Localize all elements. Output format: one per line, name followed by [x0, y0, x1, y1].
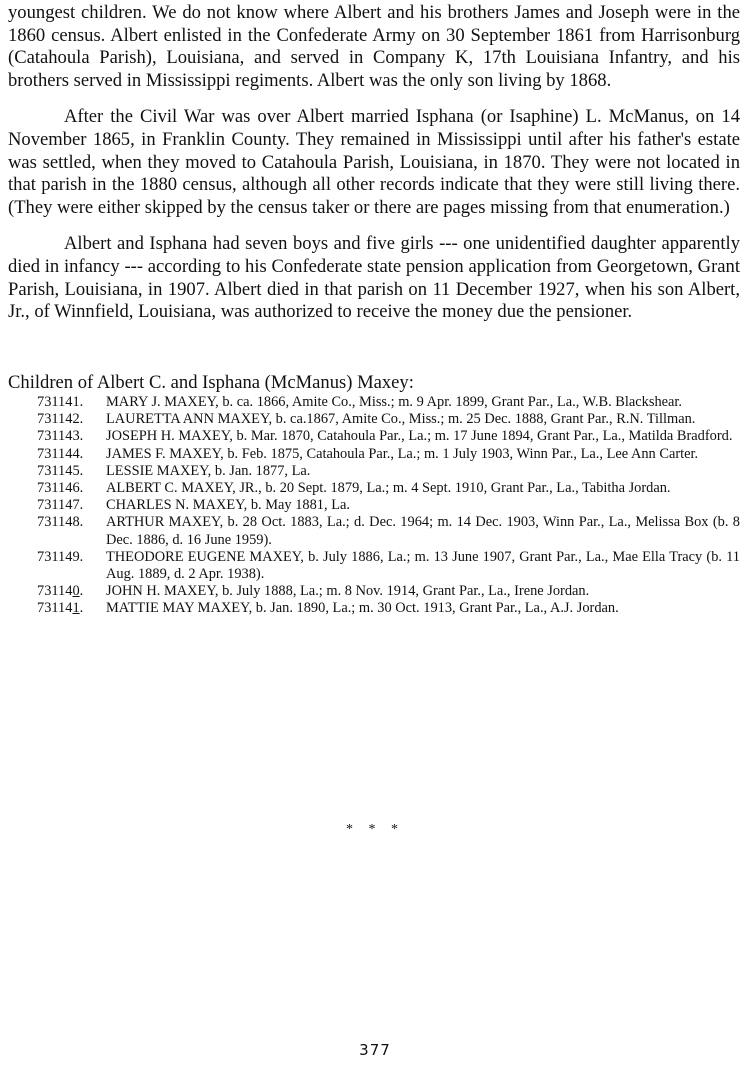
child-number-base: 73114: [37, 445, 73, 462]
child-number: [8, 480, 106, 497]
child-number-dot: .: [79, 394, 84, 410]
child-number-dot: .: [79, 445, 84, 462]
child-text: LESSIE MAXEY, b. Jan. 1877, La.: [106, 462, 311, 479]
child-number-dot: .: [79, 548, 84, 565]
child-number-tail: 0: [72, 583, 80, 600]
child-text: JOHN H. MAXEY, b. July 1888, La.; m. 8 Nov. 1914, Grant Par., La., Irene Jordan.: [106, 583, 590, 600]
child-text: MARY J. MAXEY, b. ca. 1866, Amite Co., Miss.; m. 9 Apr. 1899, Grant Par., La., W.B. Blackshear.: [106, 394, 683, 410]
child-number-dot: .: [79, 583, 84, 600]
child-number-dot: .: [79, 480, 84, 497]
child-text: LAURETTA ANN MAXEY, b. ca.1867, Amite Co., Miss.; m. 25 Dec. 1888, Grant Par., R.N. Tillman.: [106, 411, 696, 428]
child-number-base: 73114: [37, 428, 73, 445]
child-number-dot: .: [79, 428, 84, 445]
child-number-tail: 2: [72, 411, 80, 428]
child-entry: [8, 480, 740, 497]
paragraph-1: youngest children. We do not know where Albert and his brothers James and Joseph were in the 1860 census. Albert enlisted in the Confederate Army on 30 September 1861 from Harrisonburg (Catahoula Parish), Louisiana, and served in Company K, 17th Louisiana Infantry, and his brothers served in Mississippi regiments. Albert was the only son living by 1868.: [8, 2, 740, 91]
children-list: [8, 394, 740, 618]
child-number-tail: 1: [72, 394, 80, 410]
child-entry: [8, 411, 740, 428]
paragraph-3: Albert and Isphana had seven boys and five girls --- one unidentified daughter apparently died in infancy --- according to his Confederate state pension application from Georgetown, Grant Parish, Louisiana, in 1907. Albert died in that parish on 11 December 1927, when his son Albert, Jr., of Winnfield, Louisiana, was authorized to receive the money due the pensioner.: [8, 233, 740, 323]
child-text: CHARLES N. MAXEY, b. May 1881, La.: [106, 497, 350, 514]
child-text: ARTHUR MAXEY, b. 28 Oct. 1883, La.; d. Dec. 1964; m. 14 Dec. 1903, Winn Par., La., Melissa Box (b. 8 Dec. 1886, d. 16 June 1959).: [106, 514, 740, 548]
child-number-tail: 4: [72, 445, 80, 462]
section-separator: * * *: [346, 822, 404, 837]
child-number-base: 73114: [37, 411, 73, 428]
child-entry: [8, 428, 740, 445]
child-number-dot: .: [79, 600, 84, 617]
child-number-dot: .: [79, 514, 84, 531]
child-number-tail: 3: [72, 428, 80, 445]
child-text: JAMES F. MAXEY, b. Feb. 1875, Catahoula Par., La.; m. 1 July 1903, Winn Par., La., Lee Ann Carter.: [106, 445, 699, 462]
child-entry: [8, 600, 740, 617]
child-number: [8, 583, 106, 600]
body-text: [8, 2, 740, 338]
child-number-base: 73114: [37, 548, 73, 565]
child-text: THEODORE EUGENE MAXEY, b. July 1886, La.; m. 13 June 1907, Grant Par., La., Mae Ella Tracy (b. 11 Aug. 1889, d. 2 Apr. 1938).: [106, 548, 740, 583]
child-entry: [8, 463, 740, 480]
child-text: JOSEPH H. MAXEY, b. Mar. 1870, Catahoula Par., La.; m. 17 June 1894, Grant Par., La., Matilda Bradford.: [106, 428, 733, 445]
child-entry: [8, 394, 740, 411]
child-text: ALBERT C. MAXEY, JR., b. 20 Sept. 1879, La.; m. 4 Sept. 1910, Grant Par., La., Tabitha Jordan.: [106, 480, 671, 497]
children-heading: Children of Albert C. and Isphana (McManus) Maxey:: [8, 372, 414, 393]
child-number-base: 73114: [37, 394, 73, 410]
child-number: [8, 600, 106, 617]
child-text: MATTIE MAY MAXEY, b. Jan. 1890, La.; m. 30 Oct. 1913, Grant Par., La., A.J. Jordan.: [106, 600, 619, 617]
child-number: [8, 497, 106, 514]
child-number-tail: 9: [72, 548, 80, 565]
child-number-base: 73114: [37, 497, 73, 514]
child-number-dot: .: [79, 411, 84, 428]
child-entry: [8, 549, 740, 583]
child-number: [8, 428, 106, 445]
child-number-base: 73114: [37, 600, 73, 617]
child-number: [8, 463, 106, 480]
child-number: [8, 549, 106, 583]
paragraph-2: After the Civil War was over Albert married Isphana (or Isaphine) L. McManus, on 14 November 1865, in Franklin County. They remained in Mississippi until after his father's estate was settled, when they moved to Catahoula Parish, Louisiana, in 1870. They were not located in that parish in the 1880 census, although all other records indicate that they were still living there. (They were either skipped by the census taker or there are pages missing from that enumeration.): [8, 106, 740, 218]
child-number-dot: .: [79, 462, 84, 479]
child-number-tail: 8: [72, 514, 80, 531]
child-number-base: 73114: [37, 583, 73, 600]
child-number-base: 73114: [37, 480, 73, 497]
child-number-tail: 6: [72, 480, 80, 497]
child-number: [8, 394, 106, 411]
child-entry: [8, 583, 740, 600]
page-number: 377: [359, 1041, 391, 1059]
child-entry: [8, 446, 740, 463]
child-number: [8, 514, 106, 548]
child-number-tail: 7: [72, 497, 80, 514]
child-number-tail: 1: [72, 600, 80, 617]
child-number-base: 73114: [37, 462, 73, 479]
child-number: [8, 411, 106, 428]
child-entry: [8, 514, 740, 548]
child-number-dot: .: [79, 497, 84, 514]
child-number: [8, 446, 106, 463]
child-number-base: 73114: [37, 514, 73, 531]
child-entry: [8, 497, 740, 514]
child-number-tail: 5: [72, 462, 80, 479]
